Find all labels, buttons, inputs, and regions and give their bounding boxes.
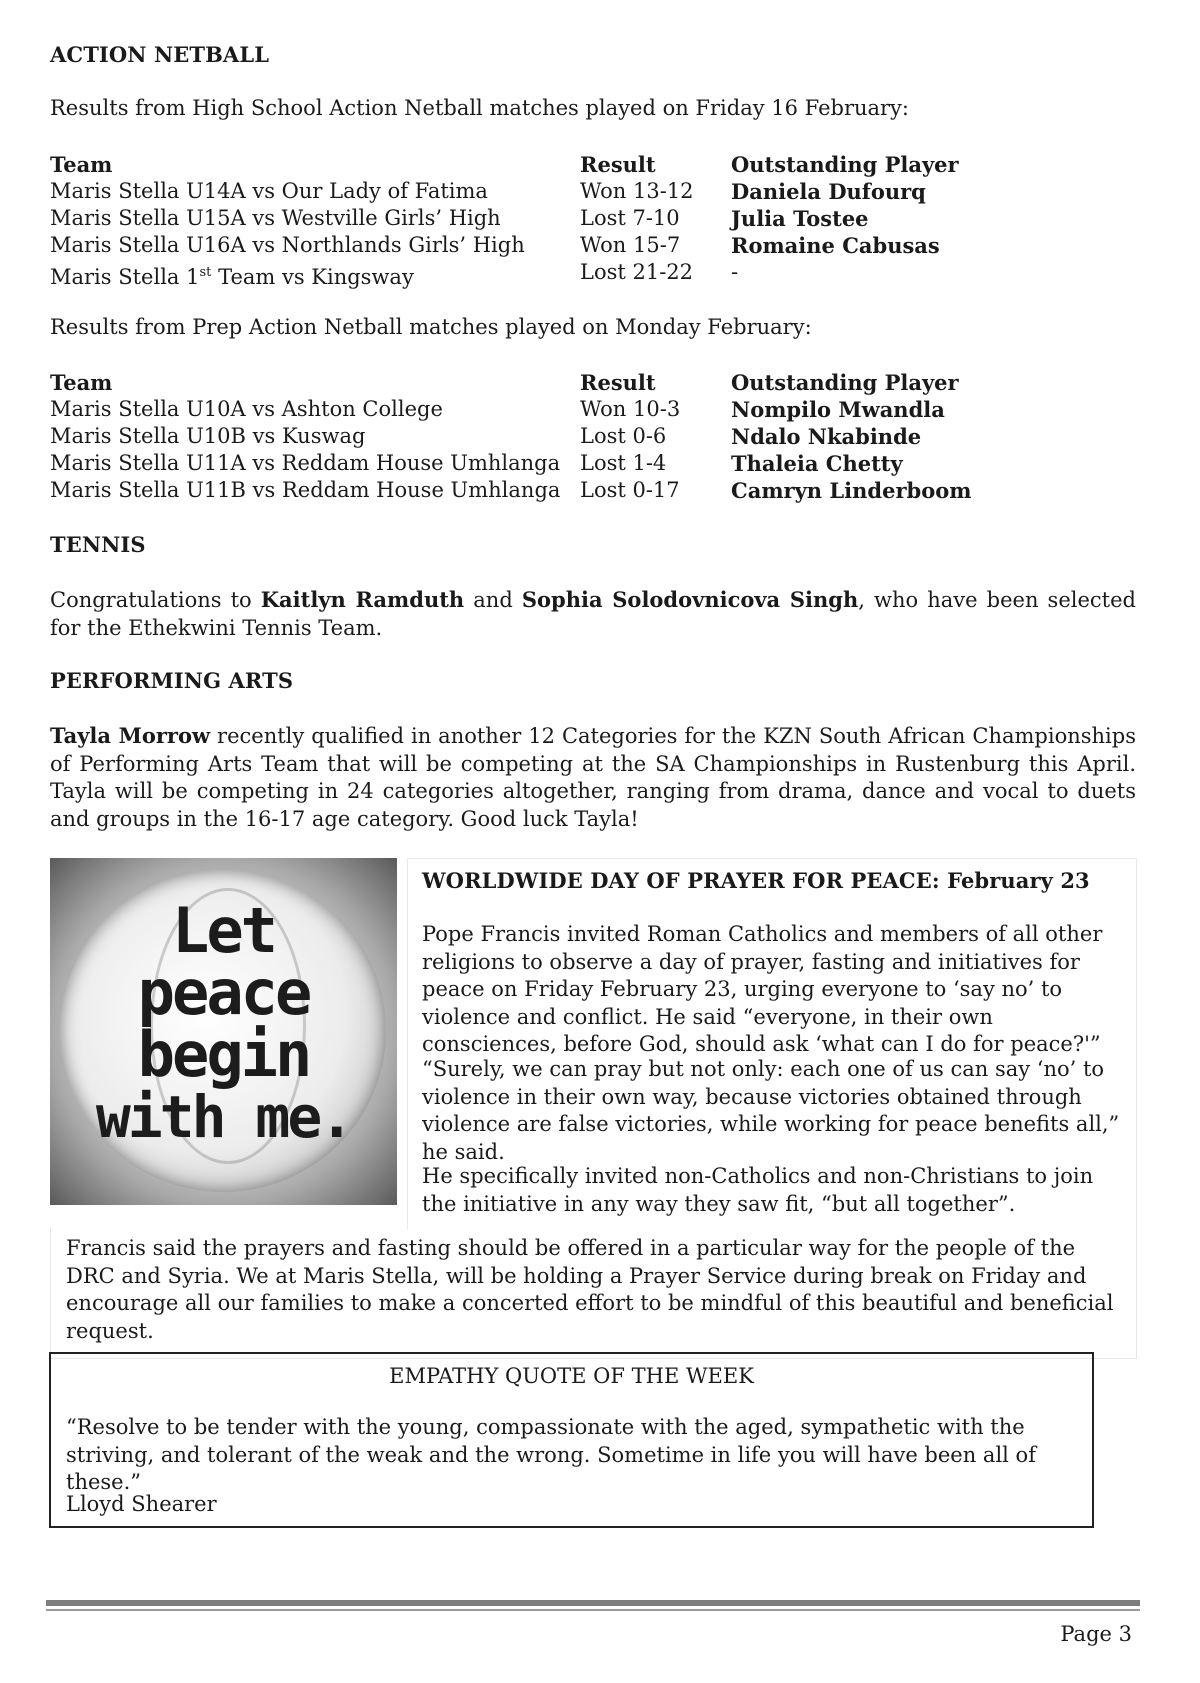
player-name: Kaitlyn Ramduth [260, 587, 465, 612]
footer-rule [46, 1600, 1140, 1606]
table-row [50, 423, 971, 450]
table-header-row [50, 369, 971, 396]
page-number: Page 3 [1060, 1622, 1132, 1646]
player-cell: Camryn Linderboom [731, 478, 972, 503]
tennis-text: , who have been selected for the Ethekwini Tennis Team. [50, 588, 1136, 640]
quote-heading: EMPATHY QUOTE OF THE WEEK [389, 1364, 754, 1388]
prep-intro: Results from Prep Action Netball matches played on Monday February: [50, 315, 812, 339]
player-cell: Romaine Cabusas [731, 233, 940, 258]
table-row [50, 477, 971, 504]
image-words [50, 894, 397, 1151]
quote-text: “Resolve to be tender with the young, compassionate with the aged, sympathetic with the striving, and tolerant of the weak and the wrong. Sometime in life you will have been all of these.” [66, 1415, 1036, 1494]
result-cell: Won 13-12 [580, 179, 694, 203]
table-header-row [50, 151, 959, 178]
player-cell: Nompilo Mwandla [731, 397, 945, 422]
column-header-result: Result [580, 370, 656, 395]
let-peace-begin-image [50, 858, 397, 1205]
empathy-quote-box [49, 1352, 1094, 1528]
netball-heading: ACTION NETBALL [50, 42, 270, 67]
column-header-player: Outstanding Player [731, 152, 959, 177]
result-cell: Lost 0-17 [580, 478, 680, 502]
column-header-result: Result [580, 152, 656, 177]
team-cell: Maris Stella U10B vs Kuswag [50, 424, 366, 448]
performing-arts-heading: PERFORMING ARTS [50, 668, 294, 693]
image-word: with me. [95, 1083, 352, 1151]
prayer-paragraph-4: Francis said the prayers and fasting should be offered in a particular way for the people of the DRC and Syria. We at Maris Stella, will be holding a Prayer Service during break on Friday and encourage all our families to make a concerted effort to be mindful of this beautiful and beneficial request. [66, 1236, 1114, 1343]
team-cell: Maris Stella U16A vs Northlands Girls’ High [50, 233, 525, 257]
team-cell: Maris Stella U11A vs Reddam House Umhlanga [50, 451, 561, 475]
result-cell: Won 15-7 [580, 233, 681, 257]
result-cell: Lost 0-6 [580, 424, 667, 448]
high-school-intro: Results from High School Action Netball matches played on Friday 16 February: [50, 96, 910, 120]
high-school-results-table [50, 151, 959, 291]
image-word: peace [137, 956, 310, 1029]
column-header-team: Team [50, 370, 113, 395]
table-row [50, 450, 971, 477]
result-cell: Lost 7-10 [580, 206, 680, 230]
prayer-paragraph-3: He specifically invited non-Catholics and non-Christians to join the initiative in any way they saw fit, “but all together”. [422, 1164, 1094, 1216]
performing-arts-paragraph [50, 722, 1136, 833]
table-row [50, 178, 959, 205]
column-header-team: Team [50, 152, 113, 177]
team-cell: Maris Stella U11B vs Reddam House Umhlanga [50, 478, 561, 502]
image-word: begin [137, 1018, 310, 1091]
team-cell [50, 259, 580, 291]
result-cell: Won 10-3 [580, 397, 681, 421]
footer-rule-thin [46, 1609, 1140, 1611]
prayer-paragraph-1: Pope Francis invited Roman Catholics and members of all other religions to observe a day of prayer, fasting and initiatives for peace on Friday February 23, urging everyone to ‘say no’ to violence and conflict. He said “everyone, in their own consciences, before God, should ask ‘what can I do for peace?'” [422, 922, 1103, 1056]
tennis-text: Congratulations to [50, 588, 261, 612]
team-cell-text: Team vs Kingsway [211, 265, 414, 289]
performer-name: Tayla Morrow [50, 723, 211, 748]
team-cell: Maris Stella U15A vs Westville Girls’ High [50, 206, 501, 230]
tennis-text: and [464, 588, 522, 612]
ordinal-suffix: st [199, 265, 212, 280]
table-row [50, 232, 959, 259]
table-row [50, 396, 971, 423]
prayer-paragraph-2: “Surely, we can pray but not only: each one of us can say ‘no’ to violence in their own way, because victories obtained through violence are false victories, while working for peace benefits all,” he said. [422, 1057, 1120, 1164]
column-header-player: Outstanding Player [731, 370, 959, 395]
team-cell: Maris Stella U10A vs Ashton College [50, 397, 443, 421]
performing-arts-text: recently qualified in another 12 Categories for the KZN South African Championships of Performing Arts Team that will be competing at the SA Championships in Rustenburg this April. Tayla will be competing in 24 categories altogether, ranging from drama, dance and vocal to duets and groups in the 16-17 age category. Good luck Tayla! [50, 724, 1136, 831]
image-word: Let [172, 894, 275, 967]
tennis-paragraph [50, 586, 1136, 642]
team-cell: Maris Stella U14A vs Our Lady of Fatima [50, 179, 488, 203]
player-cell: - [731, 260, 739, 284]
player-cell: Daniela Dufourq [731, 179, 926, 204]
prayer-heading: WORLDWIDE DAY OF PRAYER FOR PEACE: February 23 [422, 868, 1090, 893]
player-cell: Thaleia Chetty [731, 451, 903, 476]
team-cell-text: Maris Stella 1 [50, 265, 200, 289]
player-cell: Julia Tostee [731, 206, 869, 231]
result-cell: Lost 1-4 [580, 451, 667, 475]
player-name: Sophia Solodovnicova Singh [521, 587, 859, 612]
table-row [50, 205, 959, 232]
table-row [50, 259, 959, 291]
prep-results-table [50, 369, 971, 504]
tennis-heading: TENNIS [50, 532, 146, 557]
player-cell: Ndalo Nkabinde [731, 424, 922, 449]
result-cell: Lost 21-22 [580, 260, 694, 284]
quote-author: Lloyd Shearer [66, 1492, 217, 1516]
